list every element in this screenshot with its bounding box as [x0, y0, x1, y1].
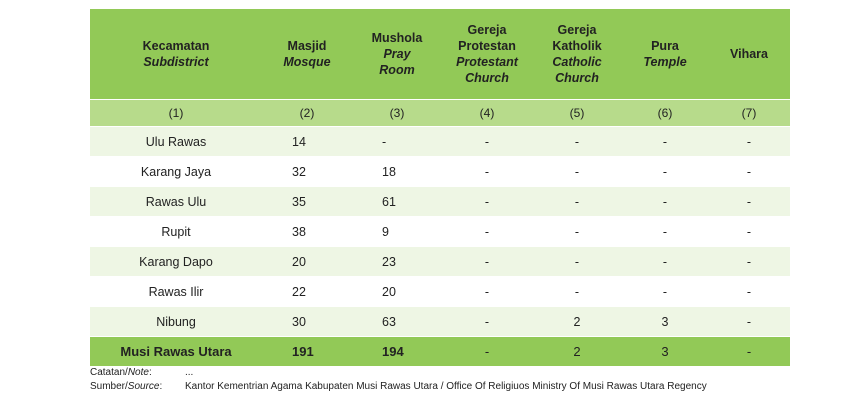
total-label: Musi Rawas Utara: [90, 337, 262, 367]
pray-room-cell: 63: [352, 307, 442, 337]
column-number: (6): [622, 100, 708, 127]
protestant-cell: -: [442, 247, 532, 277]
subdistrict-cell: Nibung: [90, 307, 262, 337]
column-number: (1): [90, 100, 262, 127]
header-label-id: Vihara: [730, 47, 768, 61]
header-label-en: Subdistrict: [143, 55, 209, 69]
note-label-en: Note: [127, 367, 149, 378]
column-number-row: [90, 100, 790, 127]
pray-room-cell: 61: [352, 187, 442, 217]
vihara-cell: -: [708, 157, 790, 187]
temple-cell: -: [622, 217, 708, 247]
table-row: [90, 277, 790, 307]
protestant-cell: -: [442, 127, 532, 157]
header-row: [90, 9, 790, 100]
table-row: [90, 307, 790, 337]
pray-room-cell: -: [352, 127, 442, 157]
subdistrict-cell: Rawas Ulu: [90, 187, 262, 217]
table-row: [90, 157, 790, 187]
catholic-cell: -: [532, 247, 622, 277]
pray-room-cell: 23: [352, 247, 442, 277]
header-label-en: Pray Room: [379, 47, 415, 77]
total-catholic: 2: [532, 337, 622, 367]
header-vihara: [708, 9, 790, 100]
note-label: Catatan/Note:: [90, 367, 152, 378]
header-protestant-church: [442, 9, 532, 100]
subdistrict-cell: Rupit: [90, 217, 262, 247]
subdistrict-cell: Karang Dapo: [90, 247, 262, 277]
temple-cell: -: [622, 277, 708, 307]
vihara-cell: -: [708, 187, 790, 217]
catholic-cell: -: [532, 277, 622, 307]
header-temple: [622, 9, 708, 100]
source-label: Sumber/Source:: [90, 381, 163, 392]
temple-cell: -: [622, 127, 708, 157]
protestant-cell: -: [442, 277, 532, 307]
header-label-id: Gereja Katholik: [552, 23, 602, 53]
header-catholic-church: [532, 9, 622, 100]
header-label-id: Pura: [651, 39, 679, 53]
header-label-en: Mosque: [283, 55, 331, 69]
column-number: (3): [352, 100, 442, 127]
table-row: [90, 247, 790, 277]
pray-room-cell: 20: [352, 277, 442, 307]
mosque-cell: 30: [262, 307, 352, 337]
total-temple: 3: [622, 337, 708, 367]
catholic-cell: -: [532, 187, 622, 217]
table-row: [90, 187, 790, 217]
vihara-cell: -: [708, 247, 790, 277]
total-vihara: -: [708, 337, 790, 367]
note-row: [90, 366, 707, 380]
total-pray-room: 194: [352, 337, 442, 367]
total-row: [90, 337, 790, 367]
catholic-cell: -: [532, 157, 622, 187]
protestant-cell: -: [442, 307, 532, 337]
note-label-id: Catatan/: [90, 367, 128, 378]
protestant-cell: -: [442, 157, 532, 187]
column-number: (4): [442, 100, 532, 127]
header-label-en: Catholic Church: [552, 55, 602, 85]
header-label-en: Temple: [643, 55, 687, 69]
subdistrict-cell: Ulu Rawas: [90, 127, 262, 157]
catholic-cell: 2: [532, 307, 622, 337]
mosque-cell: 35: [262, 187, 352, 217]
protestant-cell: -: [442, 187, 532, 217]
mosque-cell: 22: [262, 277, 352, 307]
vihara-cell: -: [708, 307, 790, 337]
table-notes: [90, 366, 707, 394]
source-value: Kantor Kementrian Agama Kabupaten Musi Rawas Utara / Office Of Religiuos Ministry Of Musi Rawas Utara Regency: [185, 381, 707, 392]
catholic-cell: -: [532, 217, 622, 247]
vihara-cell: -: [708, 127, 790, 157]
catholic-cell: -: [532, 127, 622, 157]
mosque-cell: 32: [262, 157, 352, 187]
subdistrict-cell: Rawas Ilir: [90, 277, 262, 307]
table-row: [90, 127, 790, 157]
column-number: (7): [708, 100, 790, 127]
temple-cell: -: [622, 157, 708, 187]
pray-room-cell: 18: [352, 157, 442, 187]
pray-room-cell: 9: [352, 217, 442, 247]
temple-cell: 3: [622, 307, 708, 337]
temple-cell: -: [622, 187, 708, 217]
mosque-cell: 38: [262, 217, 352, 247]
temple-cell: -: [622, 247, 708, 277]
mosque-cell: 20: [262, 247, 352, 277]
source-row: [90, 380, 707, 394]
vihara-cell: -: [708, 217, 790, 247]
header-label-id: Gereja Protestan: [458, 23, 516, 53]
header-label-en: Protestant Church: [456, 55, 518, 85]
column-number: (5): [532, 100, 622, 127]
source-label-en: Source: [127, 381, 160, 392]
protestant-cell: -: [442, 217, 532, 247]
header-label-id: Mushola: [371, 31, 423, 45]
header-label-id: Masjid: [287, 39, 327, 53]
table-row: [90, 217, 790, 247]
vihara-cell: -: [708, 277, 790, 307]
subdistrict-cell: Karang Jaya: [90, 157, 262, 187]
header-mosque: [262, 9, 352, 100]
mosque-cell: 14: [262, 127, 352, 157]
places-of-worship-table: [90, 9, 790, 366]
header-pray-room: [352, 9, 442, 100]
column-number: (2): [262, 100, 352, 127]
header-subdistrict: [90, 9, 262, 100]
total-protestant: -: [442, 337, 532, 367]
source-label-id: Sumber/: [90, 381, 128, 392]
total-mosque: 191: [262, 337, 352, 367]
note-value: ...: [185, 367, 194, 378]
header-label-id: Kecamatan: [142, 39, 210, 53]
